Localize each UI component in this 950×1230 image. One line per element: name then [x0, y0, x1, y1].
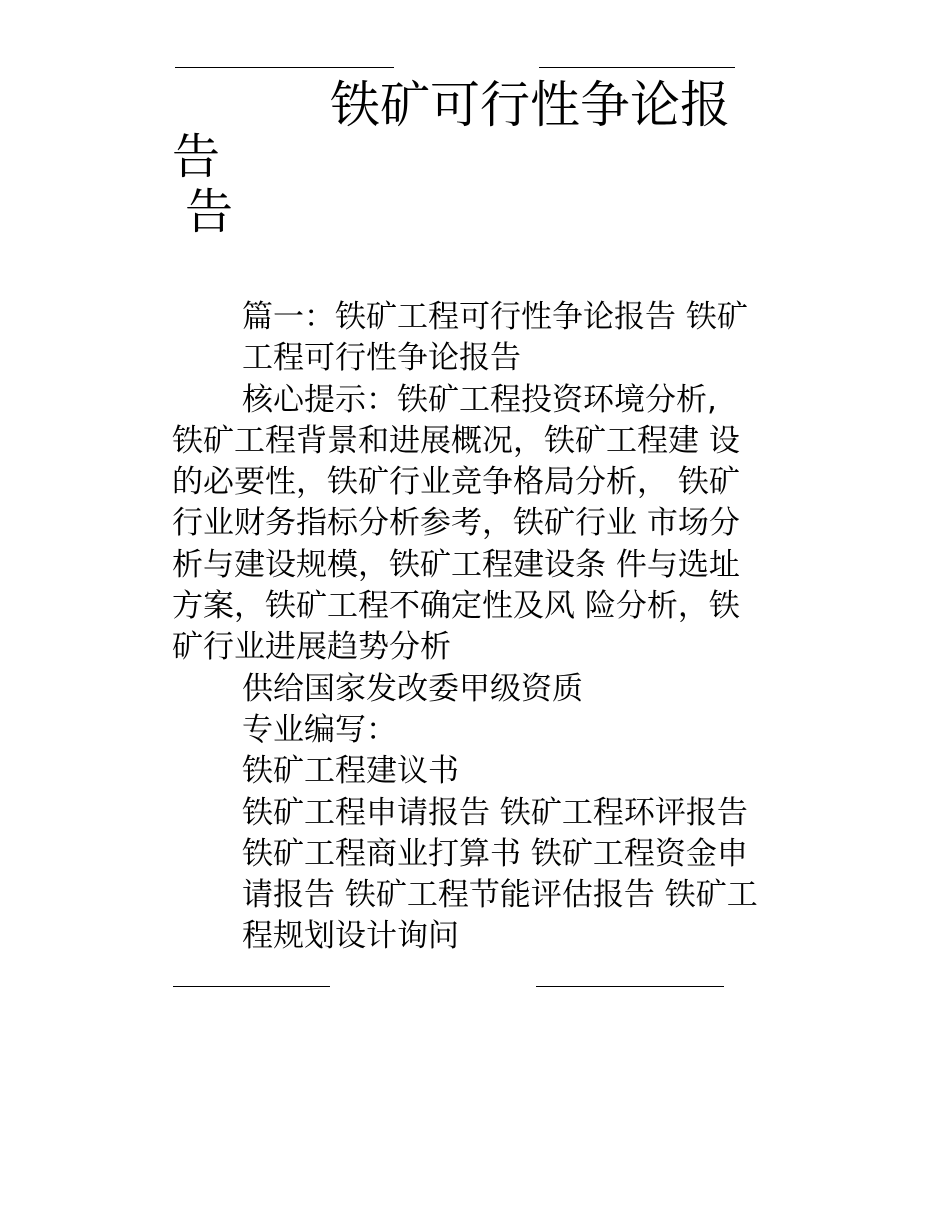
paragraph-proposal: 铁矿工程建议书 [242, 753, 459, 790]
title-fragment-line-2: 告 [185, 184, 234, 240]
paragraph-professional-writing: 专业编写： [242, 711, 397, 748]
footer-rule-right [536, 986, 724, 987]
paragraph-report-list: 铁矿工程申请报告 铁矿工程环评报告 铁矿工程商业打算书 铁矿工程资金申请报告 铁矿工程节能评估报告 铁矿工程规划设计询问 [242, 794, 758, 955]
document-body [172, 297, 762, 958]
paragraph-chapter-heading: 篇一：铁矿工程可行性争论报告 铁矿工程可行性争论报告 [242, 299, 748, 377]
header-rule-left [175, 67, 394, 68]
paragraph-qualification: 供给国家发改委甲级资质 [242, 670, 583, 707]
title-fragment-line-1: 告 [172, 129, 221, 185]
footer-rule-left [173, 986, 330, 987]
header-rule-right [539, 67, 735, 68]
paragraph-core-tip: 核心提示：铁矿工程投资环境分析, [242, 381, 717, 418]
paragraph-topics: 铁矿工程背景和进展概况，铁矿工程建 设的必要性，铁矿行业竞争格局分析， 铁矿行业财务指标分析参考，铁矿行业 市场分析与建设规模，铁矿工程建设条 件与选址方案，铁矿工程不确定性及风 险分析，铁矿行业进展趋势分析 [172, 422, 740, 666]
title-main-line: 铁矿可行性争论报 [330, 76, 730, 134]
